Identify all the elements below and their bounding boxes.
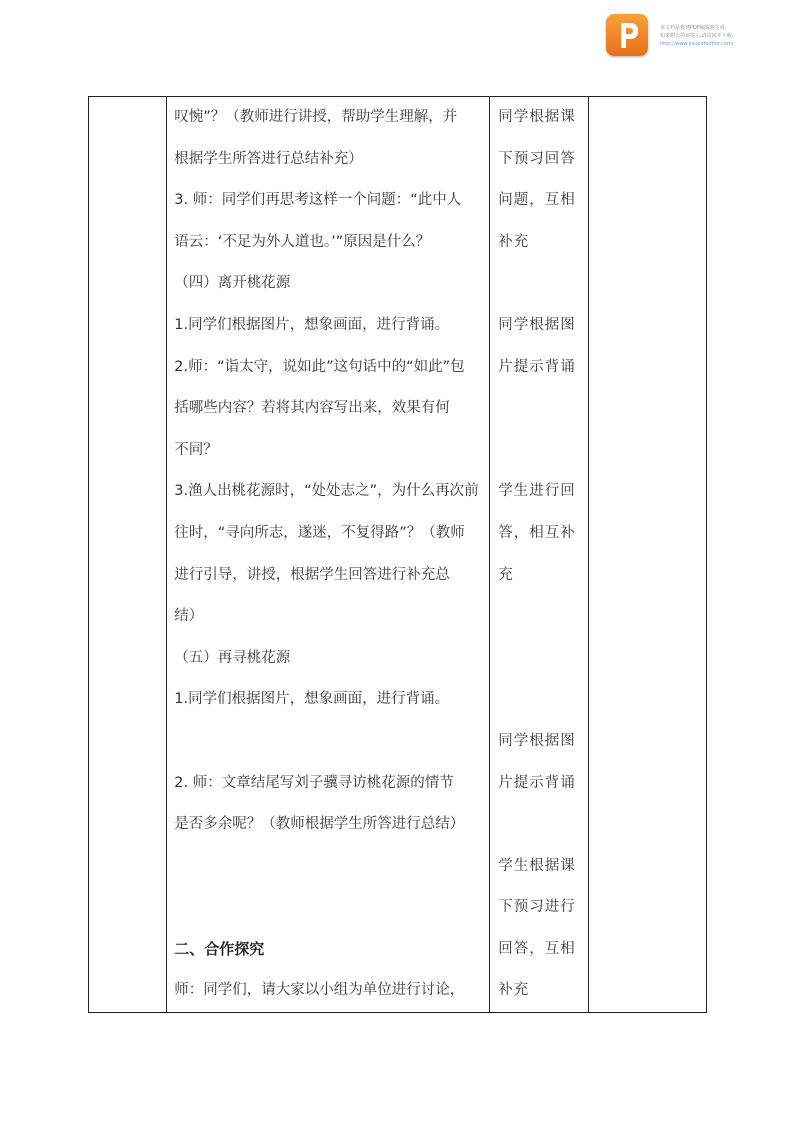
side-line: 问题，互相 bbox=[498, 192, 576, 209]
blank-line bbox=[498, 263, 581, 305]
main-line: 是否多余呢？（教师根据学生所答进行总结） bbox=[174, 816, 465, 833]
blank-line bbox=[174, 846, 483, 888]
pdf-editor-logo bbox=[606, 14, 650, 56]
blank-line bbox=[174, 887, 483, 929]
main-line: 进行引导，讲授，根据学生回答进行补充总 bbox=[174, 566, 450, 583]
logo-badge bbox=[606, 14, 648, 56]
student-activity-cell bbox=[490, 97, 588, 1013]
side-line: 充 bbox=[498, 566, 514, 583]
section-heading-cooperative-inquiry: 二、合作探究 bbox=[174, 939, 265, 958]
watermark-notice bbox=[660, 24, 790, 48]
teaching-process-cell bbox=[167, 97, 490, 1013]
main-line: 叹惋”？（教师进行讲授，帮助学生理解，并 bbox=[174, 109, 458, 125]
side-line: 回答，互相 bbox=[498, 940, 576, 957]
watermark-line-2: 如果想去掉该提示,请访问并下载: bbox=[660, 33, 734, 39]
blank-line bbox=[498, 679, 581, 721]
side-line: 答，相互补 bbox=[498, 524, 576, 541]
blank-line bbox=[498, 804, 581, 846]
blank-line bbox=[498, 638, 581, 680]
side-line: 片提示背诵 bbox=[498, 358, 576, 375]
main-line: 2. 师：文章结尾写刘子骥寻访桃花源的情节 bbox=[174, 774, 454, 791]
blank-line bbox=[174, 721, 483, 763]
main-line: 结） bbox=[174, 608, 204, 625]
side-line: 下预习进行 bbox=[498, 899, 576, 916]
main-line: 3. 师：同学们再思考这样一个问题：“此中人 bbox=[174, 192, 462, 209]
side-line: 同学根据图 bbox=[498, 316, 576, 333]
side-line: 同学根据图 bbox=[498, 732, 576, 749]
side-line: 补充 bbox=[498, 982, 530, 999]
side-line: 片提示背诵 bbox=[498, 774, 576, 791]
side-line: 学生根据课 bbox=[498, 857, 576, 874]
main-line: 师：同学们，请大家以小组为单位进行讨论， bbox=[174, 982, 465, 999]
main-line: 往时，“寻向所志，遂迷，不复得路”？（教师 bbox=[174, 524, 465, 541]
main-line: 1.同学们根据图片，想象画面，进行背诵。 bbox=[174, 691, 450, 708]
student-activity-text bbox=[490, 97, 587, 1012]
side-line: 下预习回答 bbox=[498, 150, 576, 167]
side-line: 学生进行回 bbox=[498, 483, 576, 500]
teaching-process-text bbox=[167, 97, 489, 1012]
main-line: 不同？ bbox=[174, 441, 218, 458]
blank-line bbox=[498, 596, 581, 638]
lesson-plan-table bbox=[88, 96, 707, 1013]
side-line: 同学根据课 bbox=[498, 109, 576, 125]
side-line: 补充 bbox=[498, 233, 530, 250]
main-line: 语云：‘不足为外人道也。’”原因是什么？ bbox=[174, 233, 431, 250]
main-line: 括哪些内容？若将其内容写出来，效果有何 bbox=[174, 400, 450, 417]
blank-line bbox=[498, 430, 581, 472]
main-line: 根据学生所答进行总结补充） bbox=[174, 150, 363, 167]
watermark-line-1: 该文档是极速PDF编辑器生成, bbox=[660, 25, 727, 31]
main-line: 2.师：“诣太守，说如此”这句话中的“如此”包 bbox=[174, 358, 465, 375]
watermark-url[interactable]: http://www.jisupdfeditor.com/ bbox=[660, 41, 734, 47]
section-heading-4: （四）离开桃花源 bbox=[174, 275, 291, 292]
main-line: 3.渔人出桃花源时，“处处志之”，为什么再次前 bbox=[174, 483, 479, 500]
blank-left-cell bbox=[89, 97, 167, 1013]
table-row bbox=[89, 97, 707, 1013]
p-letter-icon bbox=[606, 14, 648, 56]
blank-right-cell bbox=[588, 97, 706, 1013]
section-heading-5: （五）再寻桃花源 bbox=[174, 649, 291, 666]
blank-line bbox=[498, 388, 581, 430]
main-line: 1.同学们根据图片，想象画面，进行背诵。 bbox=[174, 316, 450, 333]
